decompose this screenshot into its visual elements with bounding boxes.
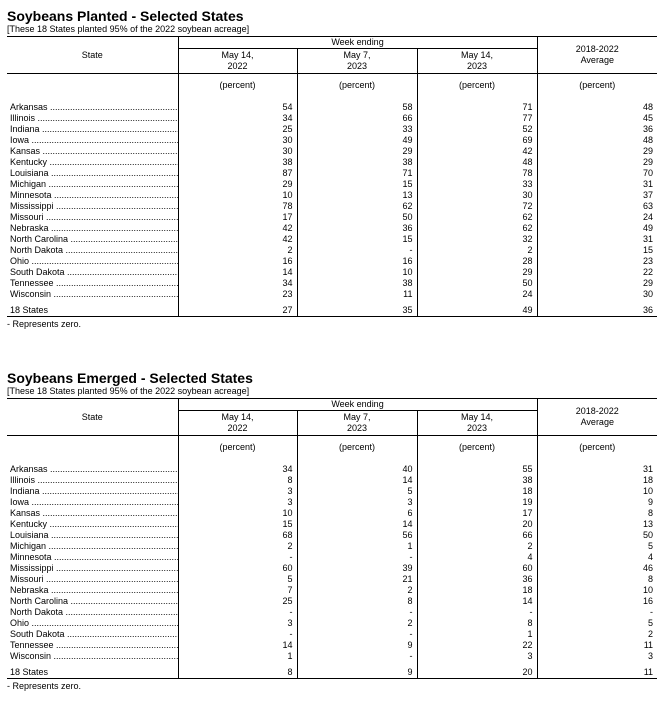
value-cell: 38 xyxy=(297,157,417,168)
value-cell: - xyxy=(297,245,417,256)
unit-label: (percent) xyxy=(537,436,657,465)
value-cell: 52 xyxy=(417,124,537,135)
value-cell: 55 xyxy=(417,464,537,475)
value-cell: 24 xyxy=(417,289,537,300)
table-row xyxy=(7,201,657,212)
value-cell: 11 xyxy=(297,289,417,300)
state-name: Ohio ..... xyxy=(7,618,178,629)
table-row xyxy=(7,519,657,530)
value-cell: 69 xyxy=(417,135,537,146)
value-cell: - xyxy=(178,629,297,640)
value-cell: 8 xyxy=(537,574,657,585)
state-name: Tennessee ..... xyxy=(7,640,178,651)
value-cell: 18 xyxy=(417,585,537,596)
value-cell: 77 xyxy=(417,113,537,124)
value-cell: 17 xyxy=(178,212,297,223)
unit-label: (percent) xyxy=(178,436,297,465)
table-row xyxy=(7,102,657,113)
value-cell: 9 xyxy=(297,640,417,651)
value-cell: 30 xyxy=(537,289,657,300)
value-cell: 30 xyxy=(178,146,297,157)
state-name: Missouri ..... xyxy=(7,212,178,223)
emerged-section xyxy=(7,370,657,692)
value-cell: 48 xyxy=(417,157,537,168)
value-cell: 48 xyxy=(537,135,657,146)
value-cell: 31 xyxy=(537,179,657,190)
value-cell: 38 xyxy=(297,278,417,289)
state-name: Nebraska ..... xyxy=(7,223,178,234)
table-row xyxy=(7,475,657,486)
state-name: Nebraska ..... xyxy=(7,585,178,596)
state-name: Illinois ..... xyxy=(7,113,178,124)
state-name: Kansas ..... xyxy=(7,146,178,157)
value-cell: 54 xyxy=(178,102,297,113)
total-row xyxy=(7,667,657,679)
value-cell: 15 xyxy=(297,179,417,190)
value-cell: 15 xyxy=(297,234,417,245)
value-cell: 25 xyxy=(178,124,297,135)
table-subtitle: [These 18 States planted 95% of the 2022 soybean acreage] xyxy=(7,24,250,34)
table-title: Soybeans Planted - Selected States xyxy=(7,8,244,24)
table-row xyxy=(7,486,657,497)
value-cell: 4 xyxy=(537,552,657,563)
value-cell: 10 xyxy=(537,486,657,497)
value-cell: 14 xyxy=(297,519,417,530)
value-cell: - xyxy=(537,607,657,618)
total-value: 9 xyxy=(297,667,417,679)
value-cell: 2 xyxy=(178,541,297,552)
table-row xyxy=(7,212,657,223)
value-cell: 8 xyxy=(178,475,297,486)
unit-label: (percent) xyxy=(537,74,657,103)
value-cell: 16 xyxy=(537,596,657,607)
value-cell: 15 xyxy=(178,519,297,530)
table-row xyxy=(7,124,657,135)
value-cell: 5 xyxy=(537,618,657,629)
week-ending-header: Week ending xyxy=(178,37,537,49)
week-ending-header: Week ending xyxy=(178,399,537,411)
value-cell: 13 xyxy=(537,519,657,530)
value-cell: 14 xyxy=(178,267,297,278)
value-cell: 2 xyxy=(178,245,297,256)
state-name: Mississippi ..... xyxy=(7,563,178,574)
state-name: Indiana ..... xyxy=(7,124,178,135)
table-row xyxy=(7,223,657,234)
value-cell: 14 xyxy=(178,640,297,651)
col-may7-2023: May 7, 2023 xyxy=(297,411,417,436)
value-cell: 8 xyxy=(297,596,417,607)
planted-table xyxy=(7,36,657,317)
value-cell: 10 xyxy=(178,508,297,519)
value-cell: 71 xyxy=(297,168,417,179)
value-cell: 28 xyxy=(417,256,537,267)
state-name: Arkansas ..... xyxy=(7,102,178,113)
state-name: North Carolina ..... xyxy=(7,234,178,245)
value-cell: 3 xyxy=(537,651,657,662)
value-cell: - xyxy=(297,651,417,662)
state-name: Minnesota ..... xyxy=(7,552,178,563)
table-row xyxy=(7,256,657,267)
table-row xyxy=(7,596,657,607)
table-row xyxy=(7,190,657,201)
table-row xyxy=(7,179,657,190)
state-name: South Dakota ..... xyxy=(7,267,178,278)
total-value: 49 xyxy=(417,305,537,317)
state-name: Wisconsin ..... xyxy=(7,289,178,300)
value-cell: 29 xyxy=(537,146,657,157)
value-cell: 2 xyxy=(297,585,417,596)
value-cell: 33 xyxy=(417,179,537,190)
value-cell: 21 xyxy=(297,574,417,585)
state-name: Indiana ..... xyxy=(7,486,178,497)
table-subtitle: [These 18 States planted 95% of the 2022 soybean acreage] xyxy=(7,386,250,396)
state-name: Wisconsin ..... xyxy=(7,651,178,662)
value-cell: 23 xyxy=(178,289,297,300)
value-cell: 78 xyxy=(417,168,537,179)
unit-label: (percent) xyxy=(178,74,297,103)
value-cell: 50 xyxy=(297,212,417,223)
value-cell: 6 xyxy=(297,508,417,519)
value-cell: 23 xyxy=(537,256,657,267)
state-name: Minnesota ..... xyxy=(7,190,178,201)
value-cell: 14 xyxy=(417,596,537,607)
value-cell: 34 xyxy=(178,113,297,124)
state-name: Missouri ..... xyxy=(7,574,178,585)
value-cell: 31 xyxy=(537,464,657,475)
table-row xyxy=(7,278,657,289)
table-row xyxy=(7,651,657,662)
value-cell: 31 xyxy=(537,234,657,245)
table-row xyxy=(7,289,657,300)
value-cell: 3 xyxy=(178,497,297,508)
value-cell: 50 xyxy=(537,530,657,541)
state-header: State xyxy=(7,399,178,436)
total-value: 36 xyxy=(537,305,657,317)
unit-label: (percent) xyxy=(417,74,537,103)
value-cell: 29 xyxy=(417,267,537,278)
value-cell: - xyxy=(417,607,537,618)
unit-label: (percent) xyxy=(417,436,537,465)
table-row xyxy=(7,168,657,179)
value-cell: 5 xyxy=(297,486,417,497)
table-row xyxy=(7,640,657,651)
value-cell: 36 xyxy=(537,124,657,135)
unit-spacer xyxy=(7,436,178,465)
value-cell: 10 xyxy=(178,190,297,201)
value-cell: 24 xyxy=(537,212,657,223)
value-cell: - xyxy=(178,607,297,618)
total-value: 35 xyxy=(297,305,417,317)
value-cell: - xyxy=(297,607,417,618)
state-name: Kentucky ..... xyxy=(7,157,178,168)
value-cell: 5 xyxy=(537,541,657,552)
table-row xyxy=(7,464,657,475)
state-header: State xyxy=(7,37,178,74)
value-cell: 63 xyxy=(537,201,657,212)
value-cell: 29 xyxy=(178,179,297,190)
state-name: Iowa ..... xyxy=(7,497,178,508)
value-cell: 78 xyxy=(178,201,297,212)
value-cell: 2 xyxy=(297,618,417,629)
value-cell: 1 xyxy=(297,541,417,552)
value-cell: 38 xyxy=(178,157,297,168)
value-cell: 19 xyxy=(417,497,537,508)
value-cell: 8 xyxy=(537,508,657,519)
value-cell: 11 xyxy=(537,640,657,651)
table-row xyxy=(7,530,657,541)
table-row xyxy=(7,157,657,168)
state-name: Louisiana ..... xyxy=(7,168,178,179)
value-cell: 49 xyxy=(537,223,657,234)
value-cell: 56 xyxy=(297,530,417,541)
value-cell: 60 xyxy=(178,563,297,574)
value-cell: 7 xyxy=(178,585,297,596)
unit-spacer xyxy=(7,74,178,103)
table-title: Soybeans Emerged - Selected States xyxy=(7,370,253,386)
value-cell: 60 xyxy=(417,563,537,574)
col-may14-2023: May 14, 2023 xyxy=(417,49,537,74)
table-row xyxy=(7,552,657,563)
state-name: Arkansas ..... xyxy=(7,464,178,475)
footnote: - Represents zero. xyxy=(7,319,82,329)
value-cell: 72 xyxy=(417,201,537,212)
value-cell: 38 xyxy=(417,475,537,486)
unit-label: (percent) xyxy=(297,74,417,103)
value-cell: 30 xyxy=(417,190,537,201)
value-cell: 16 xyxy=(297,256,417,267)
state-name: North Dakota ..... xyxy=(7,607,178,618)
unit-row xyxy=(7,74,657,103)
total-label: 18 States xyxy=(7,305,178,317)
value-cell: 16 xyxy=(178,256,297,267)
value-cell: 18 xyxy=(537,475,657,486)
value-cell: - xyxy=(297,629,417,640)
value-cell: 45 xyxy=(537,113,657,124)
value-cell: 25 xyxy=(178,596,297,607)
value-cell: - xyxy=(178,552,297,563)
value-cell: 3 xyxy=(417,651,537,662)
table-row xyxy=(7,607,657,618)
value-cell: 48 xyxy=(537,102,657,113)
state-name: Kentucky ..... xyxy=(7,519,178,530)
value-cell: 10 xyxy=(297,267,417,278)
table-row xyxy=(7,618,657,629)
table-row xyxy=(7,541,657,552)
col-may14-2022: May 14, 2022 xyxy=(178,49,297,74)
table-row xyxy=(7,245,657,256)
value-cell: 87 xyxy=(178,168,297,179)
value-cell: 37 xyxy=(537,190,657,201)
value-cell: 14 xyxy=(297,475,417,486)
value-cell: 40 xyxy=(297,464,417,475)
state-name: Michigan ..... xyxy=(7,541,178,552)
value-cell: 29 xyxy=(297,146,417,157)
col-may14-2022: May 14, 2022 xyxy=(178,411,297,436)
value-cell: 8 xyxy=(417,618,537,629)
value-cell: 34 xyxy=(178,464,297,475)
value-cell: 1 xyxy=(417,629,537,640)
col-may7-2023: May 7, 2023 xyxy=(297,49,417,74)
table-row xyxy=(7,234,657,245)
state-name: Michigan ..... xyxy=(7,179,178,190)
table-row xyxy=(7,267,657,278)
value-cell: 50 xyxy=(417,278,537,289)
value-cell: 62 xyxy=(417,212,537,223)
value-cell: 3 xyxy=(178,618,297,629)
value-cell: 3 xyxy=(178,486,297,497)
table-row xyxy=(7,563,657,574)
value-cell: 62 xyxy=(417,223,537,234)
value-cell: 42 xyxy=(417,146,537,157)
total-label: 18 States xyxy=(7,667,178,679)
value-cell: 66 xyxy=(417,530,537,541)
unit-label: (percent) xyxy=(297,436,417,465)
average-header: 2018-2022 Average xyxy=(537,37,657,74)
value-cell: 2 xyxy=(417,245,537,256)
unit-row xyxy=(7,436,657,465)
value-cell: 20 xyxy=(417,519,537,530)
table-row xyxy=(7,135,657,146)
value-cell: 36 xyxy=(297,223,417,234)
value-cell: 13 xyxy=(297,190,417,201)
state-name: South Dakota ..... xyxy=(7,629,178,640)
state-name: North Dakota ..... xyxy=(7,245,178,256)
value-cell: 68 xyxy=(178,530,297,541)
value-cell: 29 xyxy=(537,157,657,168)
state-name: Mississippi ..... xyxy=(7,201,178,212)
footnote: - Represents zero. xyxy=(7,681,82,691)
value-cell: 58 xyxy=(297,102,417,113)
value-cell: 10 xyxy=(537,585,657,596)
value-cell: 29 xyxy=(537,278,657,289)
value-cell: 2 xyxy=(417,541,537,552)
value-cell: 5 xyxy=(178,574,297,585)
state-name: Iowa ..... xyxy=(7,135,178,146)
value-cell: 22 xyxy=(417,640,537,651)
planted-section xyxy=(7,8,657,330)
state-name: Illinois ..... xyxy=(7,475,178,486)
table-row xyxy=(7,574,657,585)
total-value: 27 xyxy=(178,305,297,317)
value-cell: 71 xyxy=(417,102,537,113)
value-cell: 9 xyxy=(537,497,657,508)
total-value: 20 xyxy=(417,667,537,679)
value-cell: 3 xyxy=(297,497,417,508)
state-name: Ohio ..... xyxy=(7,256,178,267)
table-row xyxy=(7,508,657,519)
table-row xyxy=(7,585,657,596)
total-value: 8 xyxy=(178,667,297,679)
value-cell: 70 xyxy=(537,168,657,179)
state-name: North Carolina ..... xyxy=(7,596,178,607)
state-name: Tennessee ..... xyxy=(7,278,178,289)
total-value: 11 xyxy=(537,667,657,679)
value-cell: 34 xyxy=(178,278,297,289)
value-cell: 18 xyxy=(417,486,537,497)
value-cell: 4 xyxy=(417,552,537,563)
value-cell: 49 xyxy=(297,135,417,146)
value-cell: - xyxy=(297,552,417,563)
state-name: Louisiana ..... xyxy=(7,530,178,541)
value-cell: 66 xyxy=(297,113,417,124)
value-cell: 62 xyxy=(297,201,417,212)
value-cell: 30 xyxy=(178,135,297,146)
value-cell: 39 xyxy=(297,563,417,574)
value-cell: 36 xyxy=(417,574,537,585)
state-name: Kansas ..... xyxy=(7,508,178,519)
table-row xyxy=(7,497,657,508)
col-may14-2023: May 14, 2023 xyxy=(417,411,537,436)
value-cell: 33 xyxy=(297,124,417,135)
value-cell: 1 xyxy=(178,651,297,662)
table-row xyxy=(7,629,657,640)
average-header: 2018-2022 Average xyxy=(537,399,657,436)
value-cell: 15 xyxy=(537,245,657,256)
value-cell: 2 xyxy=(537,629,657,640)
value-cell: 46 xyxy=(537,563,657,574)
table-row xyxy=(7,146,657,157)
emerged-table xyxy=(7,398,657,679)
table-row xyxy=(7,113,657,124)
value-cell: 32 xyxy=(417,234,537,245)
value-cell: 17 xyxy=(417,508,537,519)
value-cell: 22 xyxy=(537,267,657,278)
value-cell: 42 xyxy=(178,223,297,234)
total-row xyxy=(7,305,657,317)
value-cell: 42 xyxy=(178,234,297,245)
